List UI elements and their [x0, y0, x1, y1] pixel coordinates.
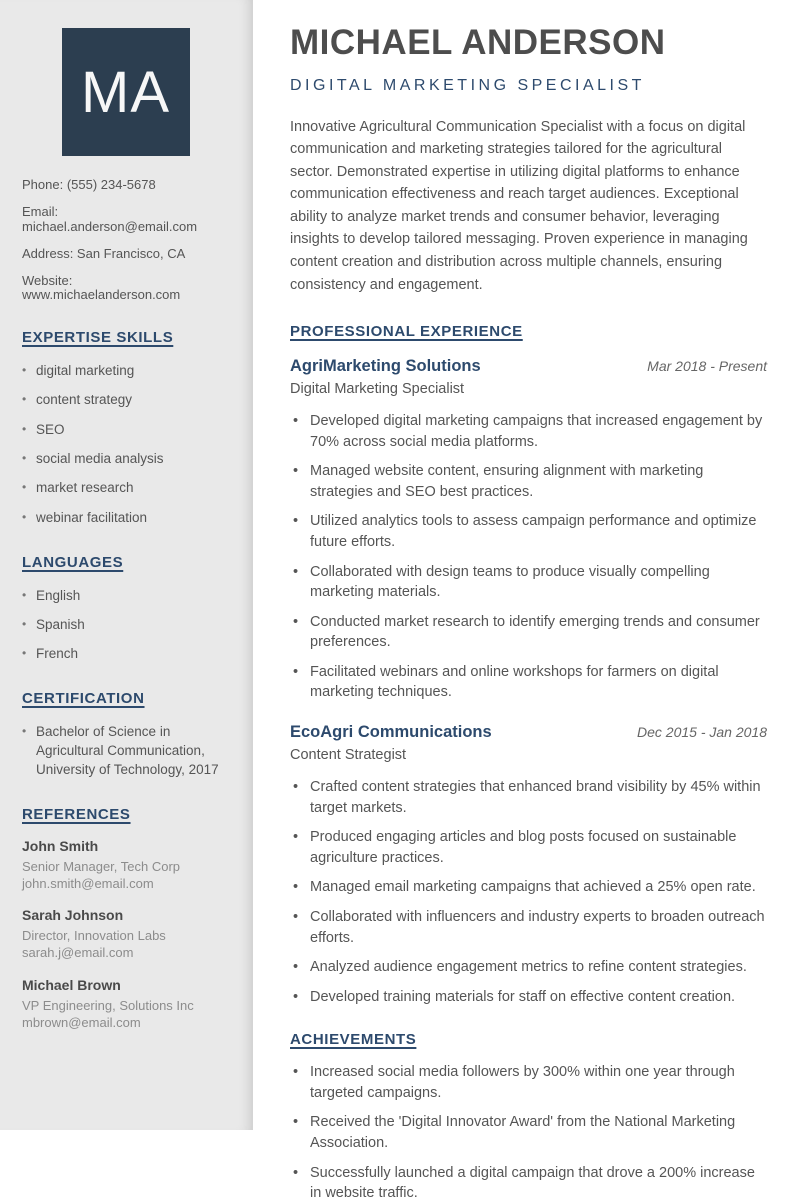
achievement-bullet: • Received the 'Digital Innovator Award' from the National Marketing Association.: [293, 1112, 767, 1153]
experience-heading: PROFESSIONAL EXPERIENCE: [290, 323, 523, 341]
list-item: • English: [22, 587, 229, 606]
reference-email: sarah.j@email.com: [22, 945, 134, 961]
references-heading: REFERENCES: [22, 805, 131, 823]
company-name: EcoAgri Communications: [290, 723, 492, 742]
job-bullet: • Developed digital marketing campaigns that increased engagement by 70% across social media platforms.: [293, 411, 767, 452]
languages-heading: LANGUAGES: [22, 553, 124, 571]
list-item: • Spanish: [22, 616, 229, 635]
job-bullet: • Utilized analytics tools to assess campaign performance and optimize future efforts.: [293, 511, 767, 552]
certification-list: [22, 723, 229, 780]
list-item: • webinar facilitation: [22, 509, 229, 528]
job-dates: Dec 2015 - Jan 2018: [637, 724, 767, 741]
reference-entry: [22, 838, 229, 892]
job-header: [290, 723, 767, 742]
job-bullet: • Analyzed audience engagement metrics to refine content strategies.: [293, 957, 767, 978]
profile-summary: Innovative Agricultural Communication Specialist with a focus on digital communication and marketing strategies tailored for the agricultural sector. Demonstrated expertise in utilizing digital platforms to enhance communication effectiveness and reach target audiences. Exceptional ability to analyze market trends and consumer behavior, leveraging insights to develop tailored messaging. Proven experience in managing content creation and distribution across multiple channels, ensuring consistency and engagement.: [290, 118, 748, 293]
list-item: • French: [22, 645, 229, 664]
achievement-bullet: • Increased social media followers by 300% within one year through targeted campaigns.: [293, 1062, 767, 1103]
expertise-heading: EXPERTISE SKILLS: [22, 328, 174, 346]
job-bullet: • Crafted content strategies that enhanced brand visibility by 45% within target markets.: [293, 777, 767, 818]
contact-email: Email: michael.anderson@email.com: [22, 204, 198, 234]
list-item: • Bachelor of Science in Agricultural Communication, University of Technology, 2017: [22, 723, 229, 780]
references-section: [22, 806, 229, 1031]
reference-role: VP Engineering, Solutions Inc: [22, 997, 194, 1013]
achievements-heading: ACHIEVEMENTS: [290, 1031, 417, 1049]
languages-section: [22, 554, 229, 665]
job-dates: Mar 2018 - Present: [647, 358, 767, 375]
contact-phone: Phone: (555) 234-5678: [22, 177, 156, 192]
job-header: [290, 357, 767, 376]
certification-heading: CERTIFICATION: [22, 690, 145, 708]
expertise-list: [22, 362, 229, 528]
main-content: [253, 0, 800, 1202]
certification-section: [22, 690, 229, 780]
job-bullet: • Collaborated with influencers and industry experts to broaden outreach efforts.: [293, 907, 767, 948]
achievement-bullet: • Successfully launched a digital campaign that drove a 200% increase in website traffic.: [293, 1163, 767, 1204]
person-name: MICHAEL ANDERSON: [290, 23, 666, 62]
job-bullet: • Developed training materials for staff on effective content creation.: [293, 987, 767, 1008]
sidebar: [0, 0, 253, 1130]
reference-role: Director, Innovation Labs: [22, 928, 166, 944]
job-role: Content Strategist: [290, 747, 407, 764]
person-title: DIGITAL MARKETING SPECIALIST: [290, 76, 645, 94]
job-bullet: • Produced engaging articles and blog posts focused on sustainable agriculture practices.: [293, 827, 767, 868]
list-item: • market research: [22, 479, 229, 498]
achievements-section: [290, 1031, 767, 1203]
reference-email: john.smith@email.com: [22, 876, 154, 892]
reference-name: Michael Brown: [22, 976, 121, 993]
contact-address: Address: San Francisco, CA: [22, 245, 186, 261]
list-item: • SEO: [22, 421, 229, 440]
job-bullet: • Managed website content, ensuring alignment with marketing strategies and SEO best practices.: [293, 461, 767, 502]
experience-entry: [290, 357, 767, 703]
contact-info: [22, 178, 229, 303]
list-item: • content strategy: [22, 391, 229, 410]
job-bullet: • Managed email marketing campaigns that achieved a 25% open rate.: [293, 877, 767, 898]
job-bullet-list: [290, 411, 767, 703]
job-bullet: • Facilitated webinars and online workshops for farmers on digital marketing techniques.: [293, 662, 767, 703]
job-bullet-list: [290, 777, 767, 1007]
reference-name: Sarah Johnson: [22, 907, 124, 924]
achievements-list: [290, 1062, 767, 1203]
avatar-monogram: MA: [81, 59, 170, 125]
reference-entry: [22, 977, 229, 1031]
job-bullet: • Conducted market research to identify emerging trends and consumer preferences.: [293, 612, 767, 653]
contact-website: Website: www.michaelanderson.com: [22, 273, 181, 303]
avatar: [62, 28, 190, 156]
job-bullet: • Collaborated with design teams to produce visually compelling marketing materials.: [293, 562, 767, 603]
experience-section: [290, 323, 767, 1007]
job-role: Digital Marketing Specialist: [290, 381, 465, 398]
reference-name: John Smith: [22, 837, 99, 854]
experience-entry: [290, 723, 767, 1007]
expertise-section: [22, 329, 229, 528]
languages-list: [22, 587, 229, 665]
list-item: • social media analysis: [22, 450, 229, 469]
reference-entry: [22, 907, 229, 961]
reference-email: mbrown@email.com: [22, 1014, 141, 1030]
company-name: AgriMarketing Solutions: [290, 357, 481, 376]
list-item: • digital marketing: [22, 362, 229, 381]
reference-role: Senior Manager, Tech Corp: [22, 858, 181, 874]
